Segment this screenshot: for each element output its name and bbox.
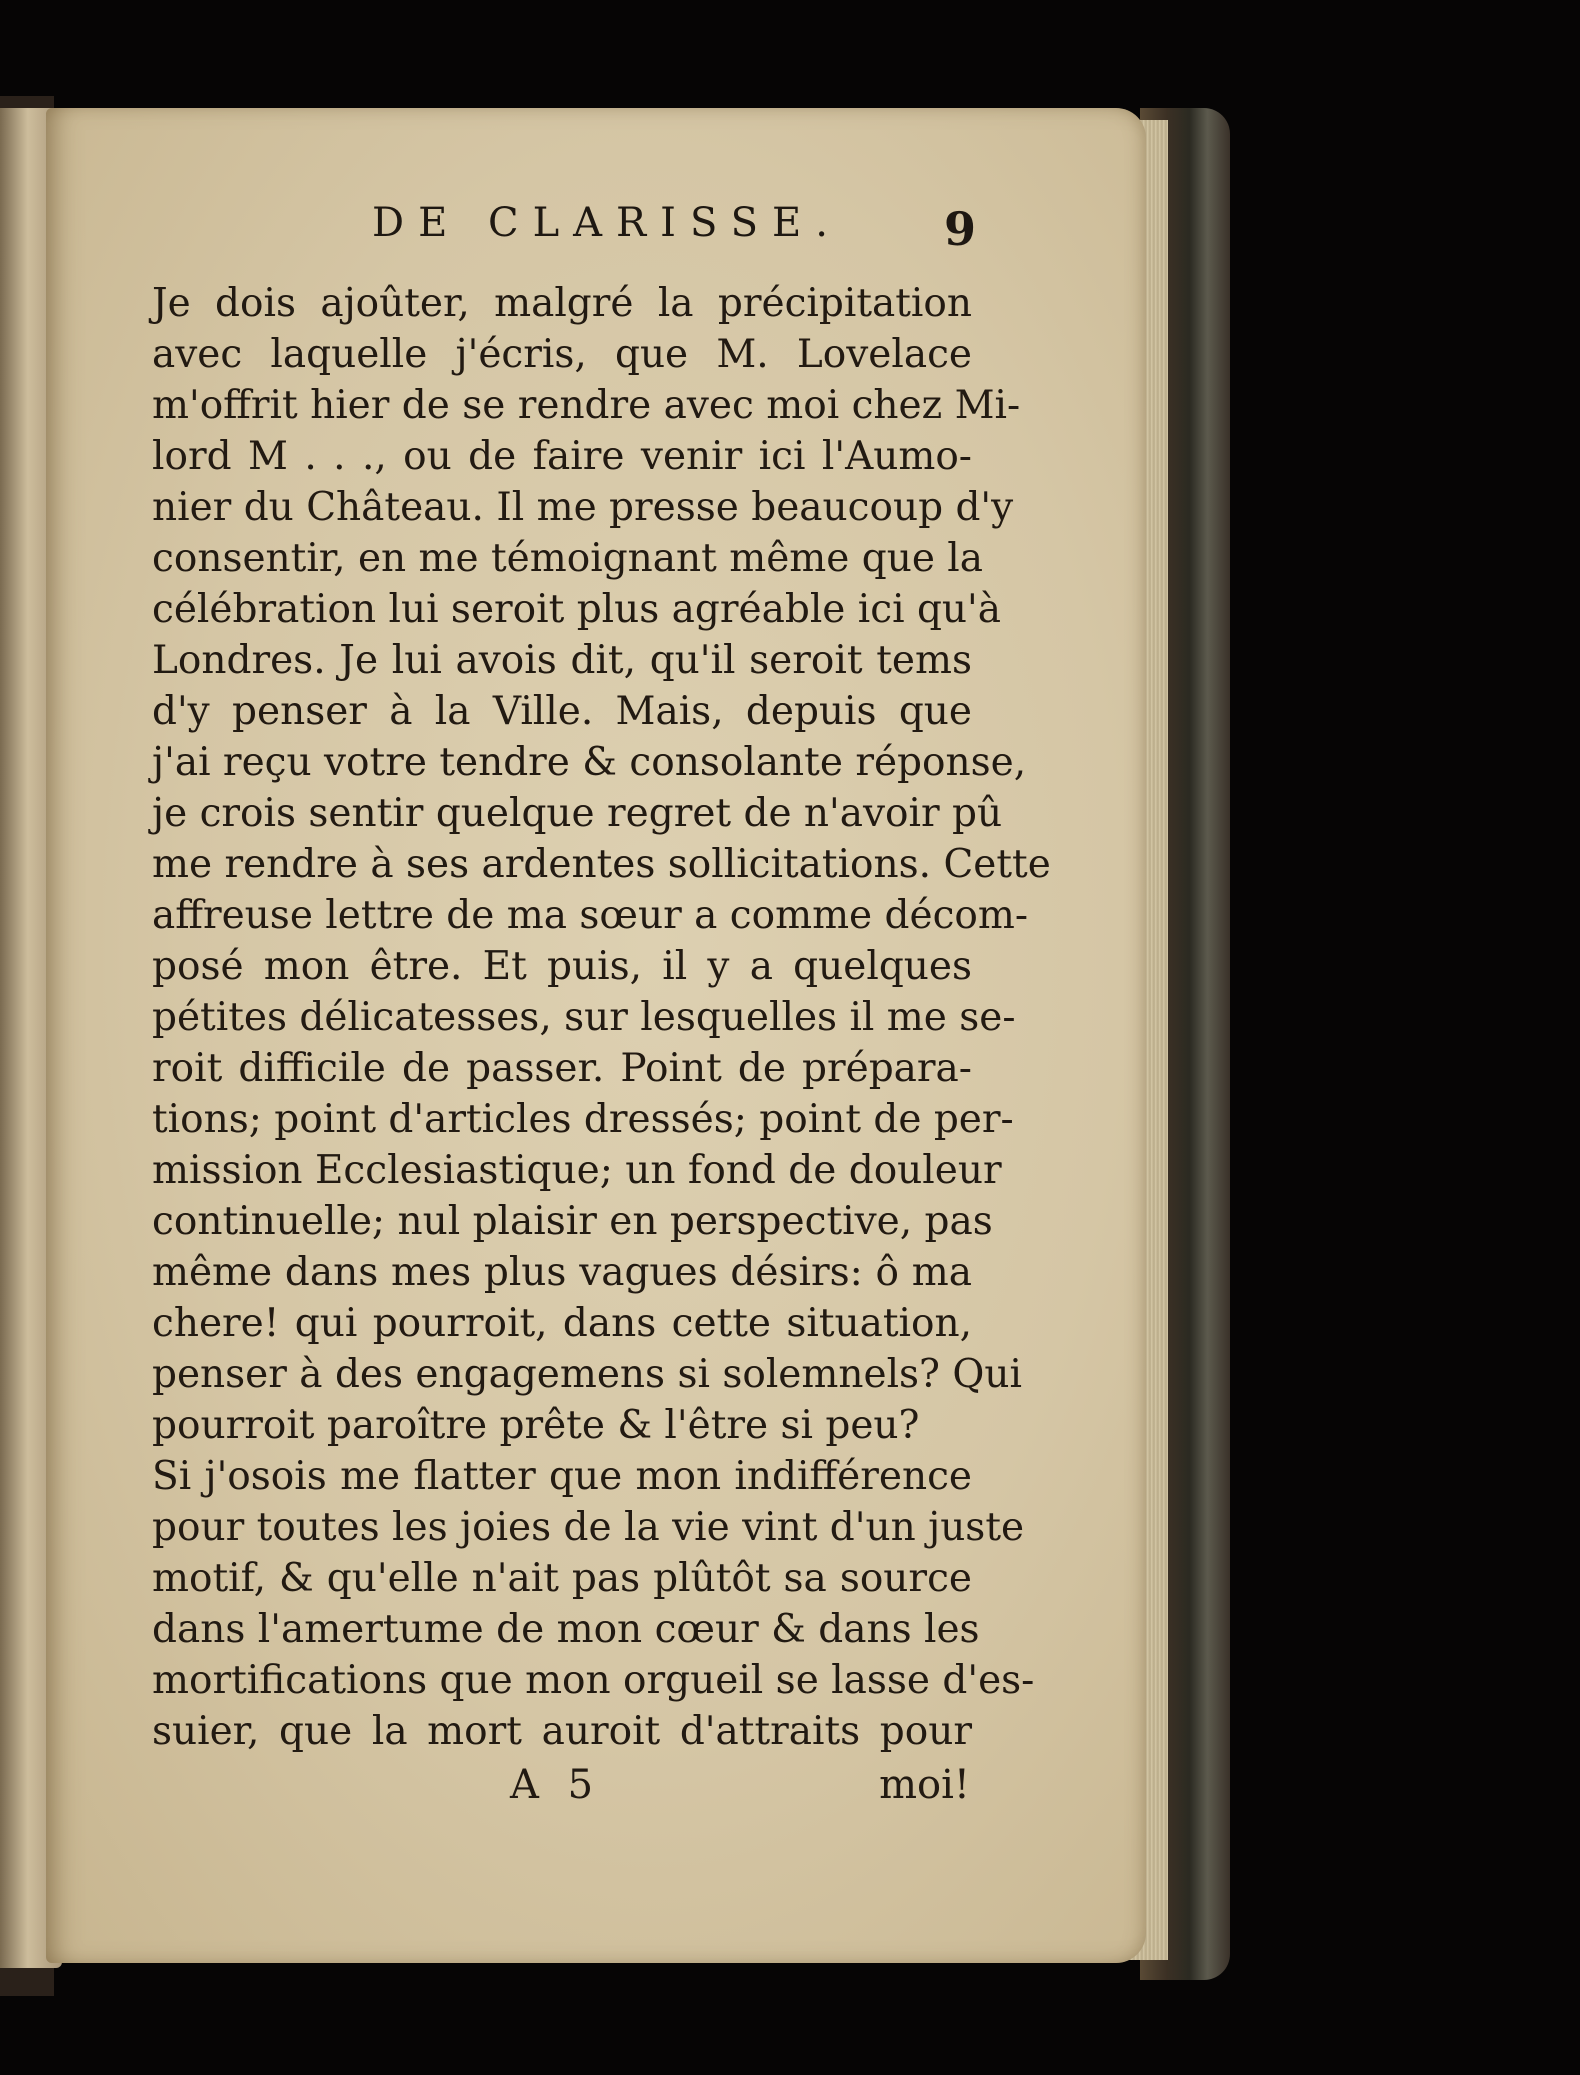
- page-footer: [510, 1762, 970, 1812]
- text-line: Londres. Je lui avois dit, qu'il seroit tems: [152, 638, 972, 683]
- text-line: motif, & qu'elle n'ait pas plûtôt sa source: [152, 1556, 972, 1601]
- text-line: continuelle; nul plaisir en perspective, pas: [152, 1199, 993, 1244]
- text-line: Si j'osois me flatter que mon indifférence: [152, 1454, 972, 1499]
- text-line: roit difficile de passer. Point de prépara-: [152, 1046, 972, 1091]
- text-line: mortifications que mon orgueil se lasse d'es-: [152, 1658, 1035, 1703]
- text-line: me rendre à ses ardentes sollicitations. Cette: [152, 842, 1051, 887]
- text-line: posé mon être. Et puis, il y a quelques: [152, 944, 972, 989]
- text-line: suier, que la mort auroit d'attraits pour: [152, 1709, 972, 1754]
- text-line: pourroit paroître prête & l'être si peu?: [152, 1403, 920, 1448]
- text-line: avec laquelle j'écris, que M. Lovelace: [152, 332, 972, 377]
- text-line: lord M . . ., ou de faire venir ici l'Aumo-: [152, 434, 972, 479]
- text-line: penser à des engagemens si solemnels? Qui: [152, 1352, 1022, 1397]
- text-line: Je dois ajoûter, malgré la précipitation: [152, 281, 972, 326]
- text-line: j'ai reçu votre tendre & consolante réponse,: [152, 740, 1027, 785]
- text-line: célébration lui seroit plus agréable ici qu'à: [152, 587, 1002, 632]
- text-line: tions; point d'articles dressés; point de per-: [152, 1097, 1014, 1142]
- page-header: [0, 200, 1580, 260]
- running-title: DE CLARISSE.: [372, 200, 842, 246]
- page-number: 9: [944, 202, 977, 256]
- signature-mark: A 5: [510, 1762, 602, 1808]
- text-line: dans l'amertume de mon cœur & dans les: [152, 1607, 980, 1652]
- text-line: d'y penser à la Ville. Mais, depuis que: [152, 689, 972, 734]
- text-line: consentir, en me témoignant même que la: [152, 536, 984, 581]
- text-line: affreuse lettre de ma sœur a comme décom-: [152, 893, 1029, 938]
- text-line: même dans mes plus vagues désirs: ô ma: [152, 1250, 972, 1295]
- text-line: nier du Château. Il me presse beaucoup d'y: [152, 485, 1014, 530]
- text-line: mission Ecclesiastique; un fond de douleur: [152, 1148, 1002, 1193]
- text-line: m'offrit hier de se rendre avec moi chez Mi-: [152, 383, 1021, 428]
- text-line: pour toutes les joies de la vie vint d'un juste: [152, 1505, 1025, 1550]
- catchword: moi!: [879, 1762, 970, 1808]
- text-line: je crois sentir quelque regret de n'avoir pû: [152, 791, 1003, 836]
- text-line: chere! qui pourroit, dans cette situation,: [152, 1301, 972, 1346]
- body-text: [152, 278, 1051, 1757]
- text-line: pétites délicatesses, sur lesquelles il me se-: [152, 995, 1016, 1040]
